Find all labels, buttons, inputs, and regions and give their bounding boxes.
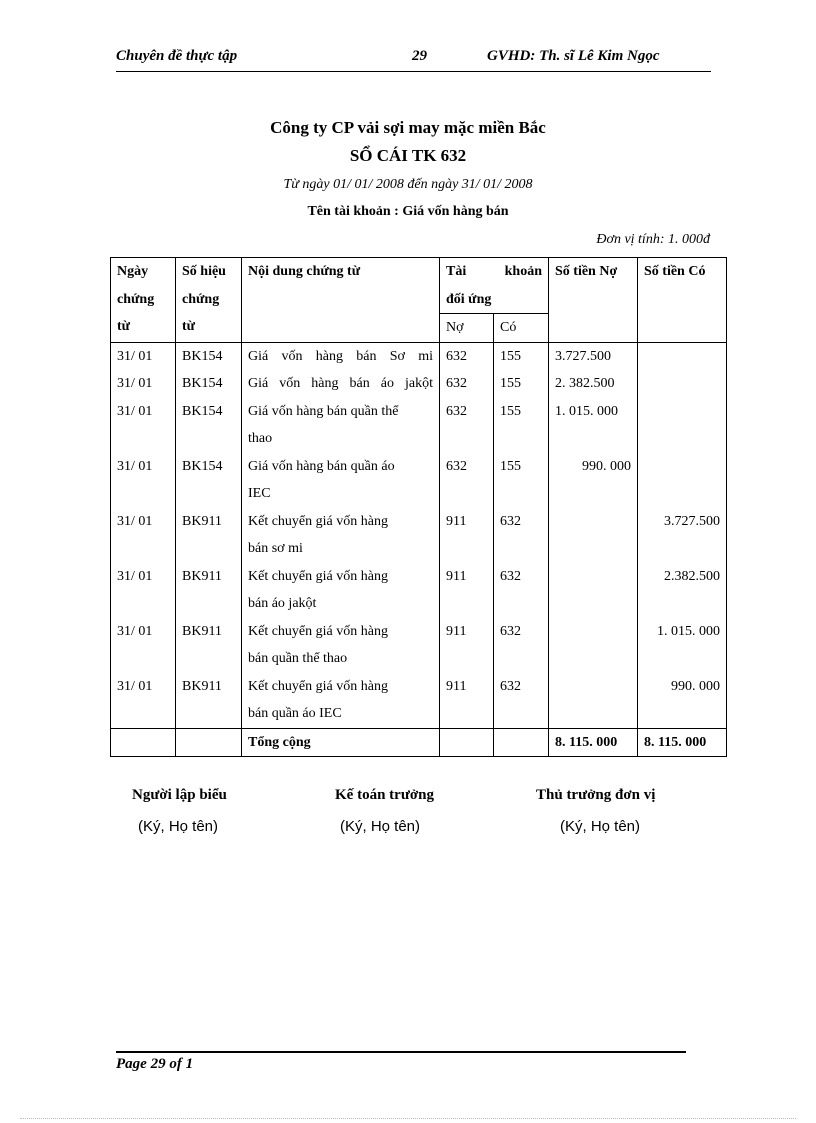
header-rule — [116, 71, 711, 72]
signature-head-note: (Ký, Họ tên) — [560, 818, 641, 835]
col-header-debit: Số tiền Nợ — [549, 258, 638, 343]
col-header-desc: Nội dung chứng từ — [242, 258, 440, 343]
table-row: 31/ 01 BK154 Giá vốn hàng bán quần thể thao 632 155 1. 015. 000 — [111, 398, 727, 453]
total-row — [111, 728, 727, 757]
header-left: Chuyên đề thực tập — [116, 48, 238, 64]
table-row: 31/ 01 BK911 Kết chuyển giá vốn hàng bán sơ mi 911 632 3.727.500 — [111, 508, 727, 563]
col-header-contra: Tài khoản đối ứng — [440, 258, 549, 314]
signature-head-title: Thủ trưởng đơn vị — [536, 787, 656, 803]
footer-rule — [116, 1051, 686, 1053]
table-row: 31/ 01 BK911 Kết chuyển giá vốn hàng bán áo jakột 911 632 2.382.500 — [111, 563, 727, 618]
col-header-date: Ngày chứng từ — [111, 258, 176, 343]
col-header-co: Có — [494, 314, 549, 343]
table-row: 31/ 01 BK154 Giá vốn hàng bán quần áo IEC 632 155 990. 000 — [111, 453, 727, 508]
header-right: GVHD: Th. sĩ Lê Kim Ngọc — [487, 48, 660, 64]
signature-preparer-title: Người lập biểu — [132, 787, 227, 803]
col-header-doc: Số hiệu chứng từ — [176, 258, 242, 343]
table-row: 31/ 01 BK911 Kết chuyển giá vốn hàng bán quần áo IEC 911 632 990. 000 — [111, 673, 727, 729]
period: Từ ngày 01/ 01/ 2008 đến ngày 31/ 01/ 2008 — [283, 177, 533, 192]
col-header-credit: Số tiền Có — [638, 258, 727, 343]
total-debit: 8. 115. 000 — [549, 728, 638, 757]
table-row: 31/ 01 BK154 Giá vốn hàng bán Sơ mi 632 155 3.727.500 — [111, 342, 727, 370]
signature-chief-accountant-title: Kế toán trưởng — [335, 787, 434, 803]
account-name: Tên tài khoản : Giá vốn hàng bán — [307, 204, 509, 219]
signature-chief-accountant-note: (Ký, Họ tên) — [340, 818, 421, 835]
table-row: 31/ 01 BK911 Kết chuyển giá vốn hàng bán quần thể thao 911 632 1. 015. 000 — [111, 618, 727, 673]
signature-preparer-note: (Ký, Họ tên) — [138, 818, 219, 835]
table-row: 31/ 01 BK154 Giá vốn hàng bán áo jakột 632 155 2. 382.500 — [111, 370, 727, 398]
total-credit: 8. 115. 000 — [638, 728, 727, 757]
ledger-title: SỔ CÁI TK 632 — [349, 146, 467, 165]
unit-label: Đơn vị tính: 1. 000đ — [596, 232, 710, 247]
footer-page-label: Page 29 of 1 — [116, 1056, 194, 1072]
company-name: Công ty CP vải sợi may mặc miền Bắc — [270, 118, 546, 137]
header-page-number: 29 — [412, 48, 427, 64]
ledger-table — [110, 257, 727, 757]
col-header-no: Nợ — [440, 314, 494, 343]
page-edge — [20, 1118, 796, 1119]
total-label: Tổng cộng — [242, 728, 440, 757]
